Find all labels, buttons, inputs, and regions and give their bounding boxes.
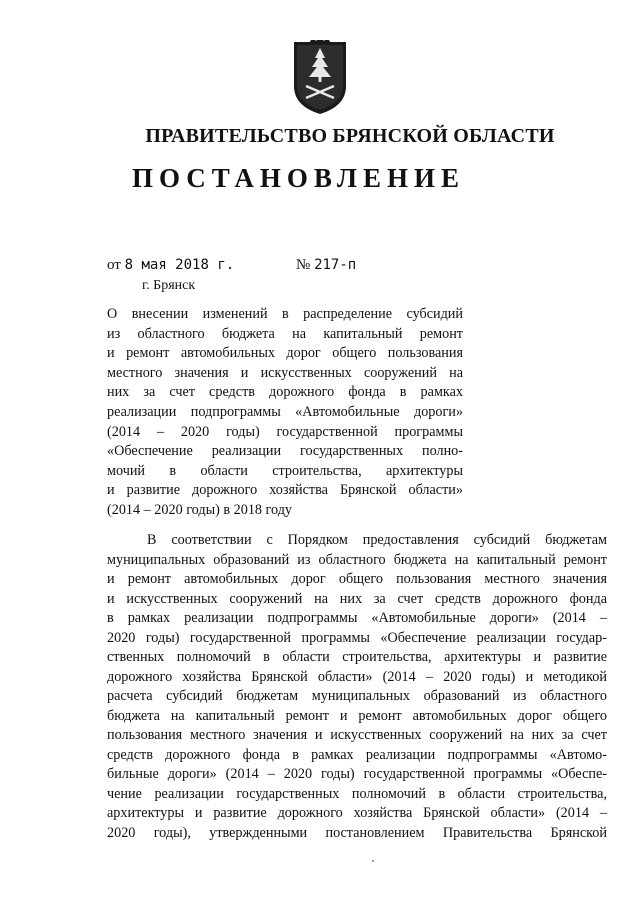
subject-line: (2014 – 2020 годы) государственной программы (107, 423, 463, 440)
subject-line: мочий в области строительства, архитектуры (107, 462, 463, 479)
body-paragraph (107, 531, 607, 843)
body-line: бильные дороги» (2014 – 2020 годы) государственной программы «Обеспе- (107, 766, 607, 782)
document-type-title: ПОСТАНОВЛЕНИЕ (131, 163, 466, 193)
subject-line: них за счет средств дорожного фонда в рамках (107, 384, 463, 401)
body-line: средств дорожного фонда в рамках реализации подпрограммы «Автомо- (107, 746, 607, 763)
date-line (107, 257, 234, 274)
body-line: архитектуры и развитие дорожного хозяйства Брянской области» (2014 – (107, 805, 607, 821)
subject-line: О внесении изменений в распределение субсидий (107, 306, 463, 322)
scan-speck (372, 860, 374, 862)
subject-line: и ремонт автомобильных дорог общего пользования (107, 345, 463, 362)
subject-line: (2014 – 2020 годы) в 2018 году (107, 501, 293, 518)
body-line: муниципальных образований из областного бюджета на капитальный ремонт (107, 551, 607, 568)
date-prefix: от (107, 257, 121, 273)
number-line (296, 257, 356, 274)
city-label: г. Брянск (142, 278, 196, 293)
date-value: 8 мая 2018 г. (124, 257, 235, 273)
body-line: В соответствии с Порядком предоставления субсидий бюджетам (147, 532, 607, 548)
subject-block (107, 305, 463, 521)
body-line: 2020 годы), утвержденными постановлением Правительства Брянской (107, 824, 607, 841)
subject-line: местного значения и искусственных сооружений на (107, 364, 463, 381)
number-prefix: № (296, 257, 311, 273)
body-line: бюджета на капитальный ремонт и ремонт автомобильных дорог общего (107, 707, 607, 724)
number-value: 217-п (314, 257, 357, 273)
subject-line: и развитие дорожного хозяйства Брянской области» (107, 482, 463, 499)
org-title: ПРАВИТЕЛЬСТВО БРЯНСКОЙ ОБЛАСТИ (145, 125, 555, 147)
body-line: и ремонт автомобильных дорог общего пользования местного значения (107, 571, 607, 587)
body-line: в рамках реализации подпрограммы «Автомобильные дороги» (2014 – (107, 610, 607, 626)
subject-line: из областного бюджета на капитальный ремонт (107, 325, 463, 342)
body-line: пользования местного значения и искусственных сооружений на них за счет (107, 727, 607, 743)
coat-of-arms-icon (292, 40, 348, 116)
subject-line: «Обеспечение реализации государственных полно- (107, 443, 463, 460)
body-line: дорожного хозяйства Брянской области» (2014 – 2020 годы) и методикой (107, 668, 607, 685)
body-line: 2020 годы) государственной программы «Обеспечение реализации государ- (107, 629, 607, 646)
subject-line: реализации подпрограммы «Автомобильные дороги» (107, 403, 463, 420)
body-line: и искусственных сооружений на них за счет средств дорожного фонда (107, 590, 607, 607)
body-line: расчета субсидий бюджетам муниципальных образований из областного (107, 688, 607, 704)
body-line: ственных полномочий в области строительства, архитектуры и развитие (107, 649, 607, 665)
body-line: чение реализации государственных полномочий в области строительства, (107, 785, 607, 802)
